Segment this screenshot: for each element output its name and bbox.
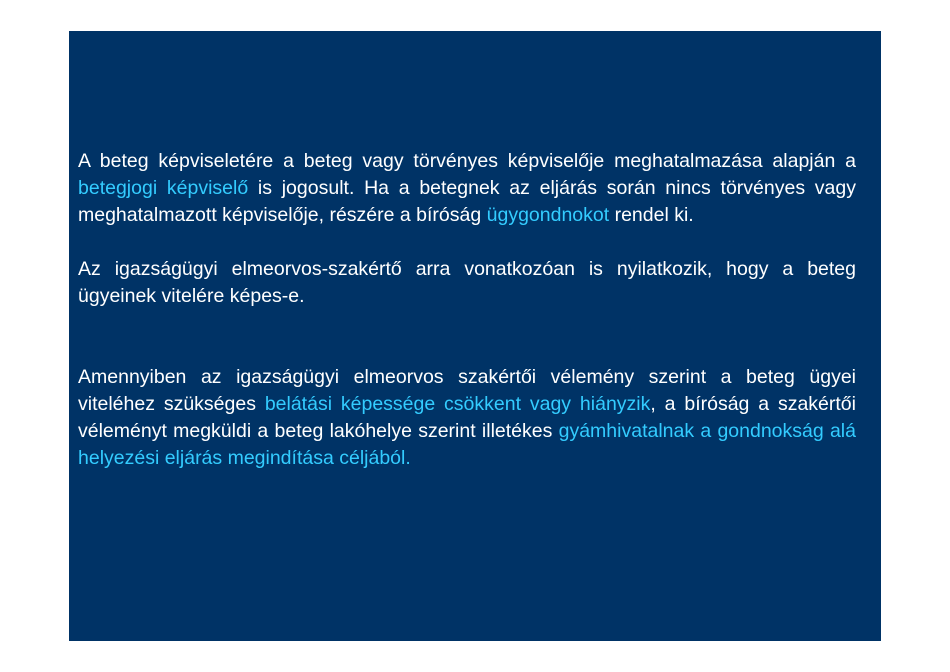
paragraph-representation: [78, 148, 856, 229]
paragraph-expert-statement: [78, 256, 856, 310]
highlight-guardian-ad-litem: ügygondnokot: [486, 204, 610, 226]
highlight-reduced-capacity: belátási képessége csökkent vagy hiányzik: [264, 393, 651, 415]
text-segment: rendel ki.: [609, 204, 694, 226]
text-segment: A beteg képviseletére a beteg vagy törvényes képviselője meghatalmazása alapján a: [78, 150, 856, 172]
slide-content: [78, 148, 856, 472]
text-segment: Az igazságügyi elmeorvos-szakértő arra vonatkozóan is nyilatkozik, hogy a beteg ügyeinek vitelére képes-e.: [78, 258, 856, 307]
text-segment: Amennyiben az igazságügyi elmeorvos szakértői vélemény szerint a beteg ügyei viteléhez szükséges: [78, 366, 856, 415]
slide: [69, 31, 881, 641]
highlight-guardianship-office: gyámhivatalnak a gondnokság alá helyezési eljárás megindítása céljából.: [78, 420, 856, 469]
paragraph-guardianship: [78, 364, 856, 472]
highlight-patient-rights-representative: betegjogi képviselő: [78, 177, 249, 199]
text-segment: is jogosult. Ha a betegnek az eljárás során nincs törvényes vagy meghatalmazott képviselője, részére a bíróság: [78, 177, 856, 226]
text-segment: , a bíróság a szakértői véleményt megküldi a beteg lakóhelye szerint illetékes: [78, 393, 856, 442]
